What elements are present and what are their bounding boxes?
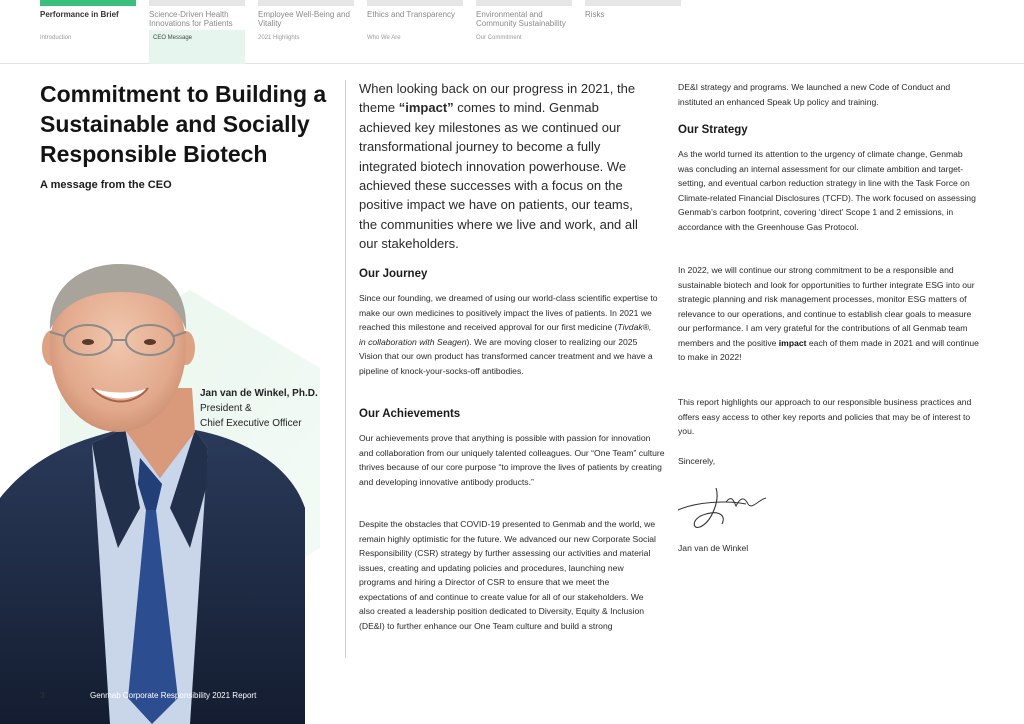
- nav-tab-indicator: [367, 0, 463, 6]
- achievements-paragraph-1: Our achievements prove that anything is possible with passion for innovation and collaboration from our uniquely talented colleagues. Our “One Team” culture thrives because of our core purpose “to improve the lives of patients by creating and developing innovative antibody products.”: [359, 433, 665, 487]
- portrait-caption: [200, 386, 318, 431]
- ceo-signoff-name: Jan van de Winkel: [678, 543, 749, 553]
- page-subtitle: A message from the CEO: [40, 179, 172, 191]
- nav-tab-risks[interactable]: [585, 0, 681, 64]
- achievements-paragraph-2: Despite the obstacles that COVID-19 presented to Genmab and the world, we remain highly optimistic for the future. We advanced our new Corporate Social Responsibility (CSR) strategy by further assessing our activities and material issues, creating and updating policies and procedures, launching new programs and hiring a Director of CSR to ensure that we meet the expectations of and continue to create value for all of our stakeholders. We also created a leadership position dedicated to Diversity, Equity & Inclusion (DE&I) to further enhance our One Team culture and build a strong: [359, 519, 656, 631]
- nav-tab-indicator: [585, 0, 681, 6]
- nav-sub-introduction[interactable]: [40, 30, 136, 64]
- journey-paragraph: [359, 291, 659, 378]
- page-number: 3: [40, 691, 45, 700]
- nav-sub-label: Our Commitment: [476, 35, 522, 41]
- nav-tab-label: Ethics and Transparency: [367, 10, 456, 19]
- intro-text: When looking back on our progress in 2021, the theme: [359, 81, 636, 116]
- intro-paragraph: [359, 79, 649, 254]
- body-text: ). We are moving closer to realizing our 2025 Vision that our own product has transformed cancer treatment and we have a pipeline of knock-your-socks-off antibodies.: [359, 336, 653, 376]
- continued-paragraph: DE&I strategy and programs. We launched a new Code of Conduct and instituted an enhanced Speak Up policy and training.: [678, 82, 951, 107]
- strategy-paragraph-3: This report highlights our approach to our responsible business practices and offers easy access to other key reports and policies that may be of interest to you.: [678, 397, 972, 436]
- body-text: In 2022, we will continue our strong commitment to be a responsible and sustainable biotech and look for opportunities to further integrate ESG into our strategic planning and risk management processes, monitor ESG matters of relevance to our operations, and continue to establish clear goals to measure our performance. I am very grateful for the contributions of all Genmab team members and the positive: [678, 265, 975, 348]
- nav-sub-label: Introduction: [40, 35, 72, 41]
- body-text: each of them made in 2021 and will continue to make in 2022!: [678, 337, 979, 362]
- strategy-paragraph-1: As the world turned its attention to the urgency of climate change, Genmab was concluding an internal assessment for our climate ambition and target-setting, and eventual carbon reduction strategy in line with the Task Force on Climate-related Financial Disclosures (TCFD). The work focused on assessing Genmab’s carbon footprint, covering ‘direct’ Scope 1 and 2 emissions, in accordance with the Greenhouse Gas Protocol.: [678, 149, 976, 232]
- nav-sub-ceo-message[interactable]: [149, 30, 245, 64]
- top-navigation: [0, 0, 1024, 64]
- closing-salutation: Sincerely,: [678, 456, 716, 466]
- nav-tab-label: Science-Driven Health Innovations for Patients: [149, 10, 233, 28]
- nav-tab-indicator: [149, 0, 245, 6]
- nav-tab-indicator: [476, 0, 572, 6]
- intro-text: comes to mind. Genmab achieved key milestones as we continued our transformational journey to become a fully integrated biotech innovation powerhouse. We achieved these successes with a focus on the positive impact we have on patients, our teams, the communities where we live and work, and all our stakeholders.: [359, 100, 638, 252]
- nav-tab-label: Risks: [585, 10, 605, 19]
- body-text: Since our founding, we dreamed of using our world-class scientific expertise to make our own medicines to positively impact the lives of patients. In 2021 we reached this milestone and received approval for our first medicine (: [359, 293, 658, 332]
- section-heading-journey: Our Journey: [359, 268, 428, 280]
- intro-emphasis: “impact”: [398, 100, 454, 116]
- nav-sub-label: CEO Message: [153, 35, 193, 41]
- ceo-portrait: [0, 248, 330, 724]
- ceo-signature: [676, 480, 770, 536]
- page-title: Commitment to Building a Sustainable and Socially Responsible Biotech: [40, 81, 327, 167]
- nav-tab-label: Employee Well-Being and Vitality: [258, 10, 350, 28]
- nav-tab-indicator: [40, 0, 136, 6]
- nav-tab-label: Environmental and Community Sustainability: [476, 10, 566, 28]
- strategy-paragraph-2: [678, 263, 984, 365]
- caption-role: President &: [200, 403, 252, 414]
- column-divider: [345, 80, 346, 658]
- nav-sub-label: Who We Are: [367, 35, 401, 41]
- nav-tab-indicator: [258, 0, 354, 6]
- footer-report-title: Genmab Corporate Responsibility 2021 Report: [90, 691, 257, 700]
- nav-sub-who-we-are[interactable]: [367, 30, 463, 64]
- nav-sub-label: 2021 Highlights: [258, 35, 300, 41]
- nav-sub-highlights[interactable]: [258, 30, 354, 64]
- caption-name: Jan van de Winkel, Ph.D.: [200, 388, 318, 399]
- caption-role: Chief Executive Officer: [200, 418, 302, 429]
- nav-tab-label: Performance in Brief: [40, 10, 119, 19]
- section-heading-strategy: Our Strategy: [678, 124, 748, 136]
- body-italic: Tivdak®, in collaboration with Seagen: [359, 322, 652, 347]
- section-heading-achievements: Our Achievements: [359, 408, 461, 420]
- nav-sub-our-commitment[interactable]: [476, 30, 572, 64]
- body-bold: impact: [778, 337, 807, 348]
